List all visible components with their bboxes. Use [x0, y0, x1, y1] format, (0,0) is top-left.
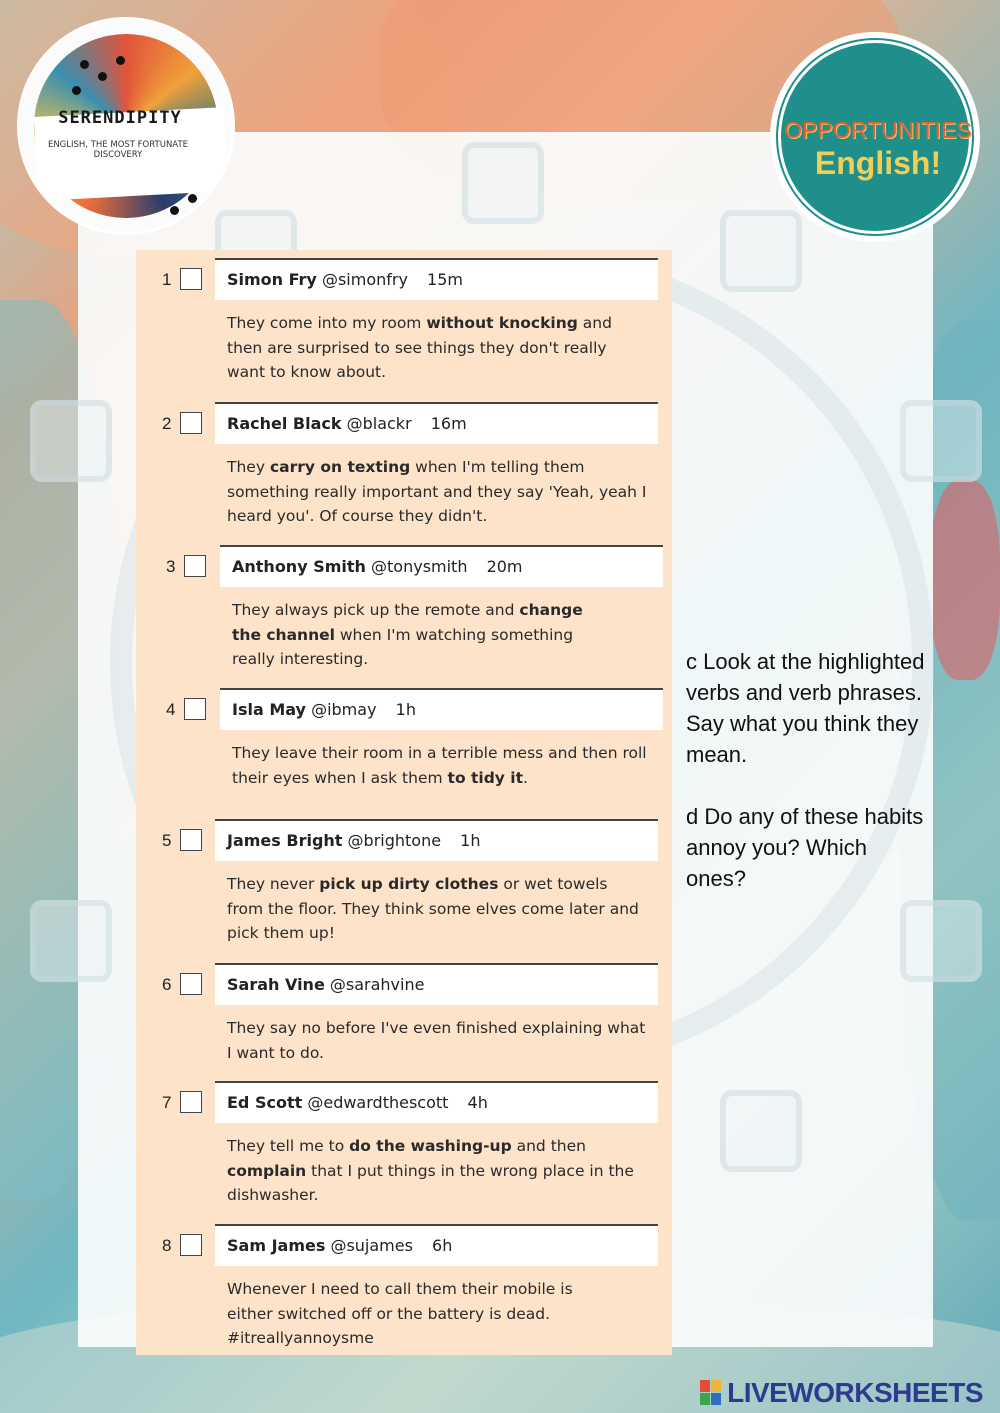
- tweet-body: [227, 311, 647, 385]
- tweet-number: 5: [162, 831, 172, 850]
- tweet-author: Simon Fry: [227, 270, 317, 289]
- instruction-c: c Look at the highlighted verbs and verb phrases. Say what you think they mean.: [686, 649, 925, 767]
- answer-box[interactable]: [184, 698, 206, 720]
- tweet-header: [215, 1224, 658, 1266]
- logo-line2: English!: [814, 145, 942, 181]
- tweet-time: 4h: [467, 1093, 488, 1112]
- liveworksheets-logo: [700, 1377, 983, 1409]
- tweet-body: [227, 1016, 647, 1065]
- answer-box[interactable]: [180, 412, 202, 434]
- highlighted-phrase: do the washing-up: [349, 1137, 512, 1155]
- tweet-handle: @blackr: [346, 414, 412, 433]
- liveworksheets-brand: LIVEWORKSHEETS: [727, 1377, 984, 1408]
- tweet-number: 2: [162, 414, 172, 433]
- tweet-time: 6h: [432, 1236, 453, 1255]
- logo-line1: OPPORTUNITIES: [784, 117, 972, 143]
- tweet-text: They come into my room: [227, 314, 427, 332]
- tweet-handle: @sarahvine: [329, 975, 425, 994]
- tweet-author: Anthony Smith: [232, 557, 366, 576]
- tweet-number: 3: [166, 557, 176, 576]
- liveworksheets-icon: [700, 1380, 722, 1406]
- ferris-cabin-icon: [30, 900, 112, 982]
- logo-title: SERENDIPITY: [58, 108, 182, 128]
- instruction-d: d Do any of these habits annoy you? Which ones?: [686, 804, 924, 891]
- dot-icon: [188, 194, 197, 203]
- tweet-author: Isla May: [232, 700, 306, 719]
- tweet-handle: @brightone: [347, 831, 442, 850]
- tweet-text: or wet towels from the floor. They think some elves come later and pick them up!: [227, 875, 639, 942]
- tweet-time: 20m: [486, 557, 523, 576]
- tweet-text: They: [227, 458, 270, 476]
- answer-box[interactable]: [180, 268, 202, 290]
- tweet-body: [227, 1134, 647, 1208]
- answer-box[interactable]: [184, 555, 206, 577]
- tweet-author: Rachel Black: [227, 414, 342, 433]
- tweet-header: [215, 819, 658, 861]
- tweet-body: [227, 455, 647, 529]
- dot-icon: [98, 72, 107, 81]
- tweet-body: [232, 741, 652, 790]
- ferris-cabin-icon: [900, 400, 982, 482]
- tweet-handle: @edwardthescott: [307, 1093, 449, 1112]
- tweet-time: 1h: [395, 700, 416, 719]
- tweet-number: 4: [166, 700, 176, 719]
- answer-box[interactable]: [180, 1091, 202, 1113]
- tweet-text: Whenever I need to call them their mobile is either switched off or the battery is dead. #itreallyannoysme: [227, 1280, 573, 1347]
- tweet-header: [215, 402, 658, 444]
- highlighted-phrase: change the channel: [232, 601, 583, 644]
- answer-box[interactable]: [180, 1234, 202, 1256]
- tweet-time: 15m: [427, 270, 463, 289]
- tweet-text: that I put things in the wrong place in the dishwasher.: [227, 1161, 634, 1204]
- tweet-text: They leave their room in a terrible mess and then roll their eyes when I ask them: [232, 744, 647, 787]
- tweet-header: [220, 688, 663, 730]
- tweet-header: [215, 963, 658, 1005]
- tweet-text: They say no before I've even finished explaining what I want to do.: [227, 1019, 646, 1062]
- tweet-text: when I'm watching something really interesting.: [232, 625, 574, 668]
- tweet-author: Ed Scott: [227, 1093, 303, 1112]
- tweet-header: [220, 545, 663, 587]
- highlighted-phrase: complain: [227, 1161, 307, 1180]
- tweet-list: [136, 250, 672, 1355]
- tweet-number: 7: [162, 1093, 172, 1112]
- highlighted-phrase: without knocking: [426, 314, 578, 332]
- tweet-handle: @ibmay: [311, 700, 377, 719]
- dot-icon: [116, 56, 125, 65]
- tweet-author: James Bright: [227, 831, 343, 850]
- tweet-body: [227, 1277, 597, 1351]
- background-paint: [930, 480, 1000, 680]
- tweet-number: 1: [162, 270, 172, 289]
- dot-icon: [80, 60, 89, 69]
- tweet-number: 8: [162, 1236, 172, 1255]
- ferris-cabin-icon: [462, 142, 544, 224]
- tweet-text: and then are surprised to see things they don't really want to know about.: [227, 314, 612, 381]
- tweet-handle: @simonfry: [321, 270, 408, 289]
- ferris-cabin-icon: [720, 210, 802, 292]
- tweet-handle: @sujames: [330, 1236, 413, 1255]
- tweet-header: [215, 258, 658, 300]
- tweet-body: [232, 598, 612, 672]
- highlighted-phrase: carry on texting: [269, 458, 411, 476]
- tweet-author: Sarah Vine: [227, 975, 325, 994]
- tweet-text: .: [523, 768, 528, 787]
- tweet-number: 6: [162, 975, 172, 994]
- tweet-time: 1h: [460, 831, 481, 850]
- ferris-cabin-icon: [720, 1090, 802, 1172]
- tweet-author: Sam James: [227, 1236, 326, 1255]
- instructions: [686, 646, 926, 925]
- tweet-text: They never: [227, 875, 320, 893]
- tweet-text: and then: [511, 1137, 586, 1155]
- dot-icon: [170, 206, 179, 215]
- tweet-handle: @tonysmith: [371, 557, 468, 576]
- tweet-body: [227, 872, 647, 946]
- highlighted-phrase: to tidy it: [447, 768, 524, 787]
- logo-subtitle: ENGLISH, THE MOST FORTUNATE DISCOVERY: [47, 140, 189, 160]
- ferris-cabin-icon: [30, 400, 112, 482]
- tweet-time: 16m: [430, 414, 467, 433]
- logo-ring: [778, 40, 972, 234]
- tweet-text: They tell me to: [227, 1137, 350, 1155]
- tweet-text: They always pick up the remote and: [232, 601, 520, 619]
- opportunities-logo: [770, 32, 980, 242]
- answer-box[interactable]: [180, 973, 202, 995]
- tweet-text: when I'm telling them something really important and they say 'Yeah, yeah I heard you'. Of course they didn't.: [227, 458, 647, 525]
- highlighted-phrase: pick up dirty clothes: [319, 875, 499, 893]
- dot-icon: [72, 86, 81, 95]
- tweet-header: [215, 1081, 658, 1123]
- answer-box[interactable]: [180, 829, 202, 851]
